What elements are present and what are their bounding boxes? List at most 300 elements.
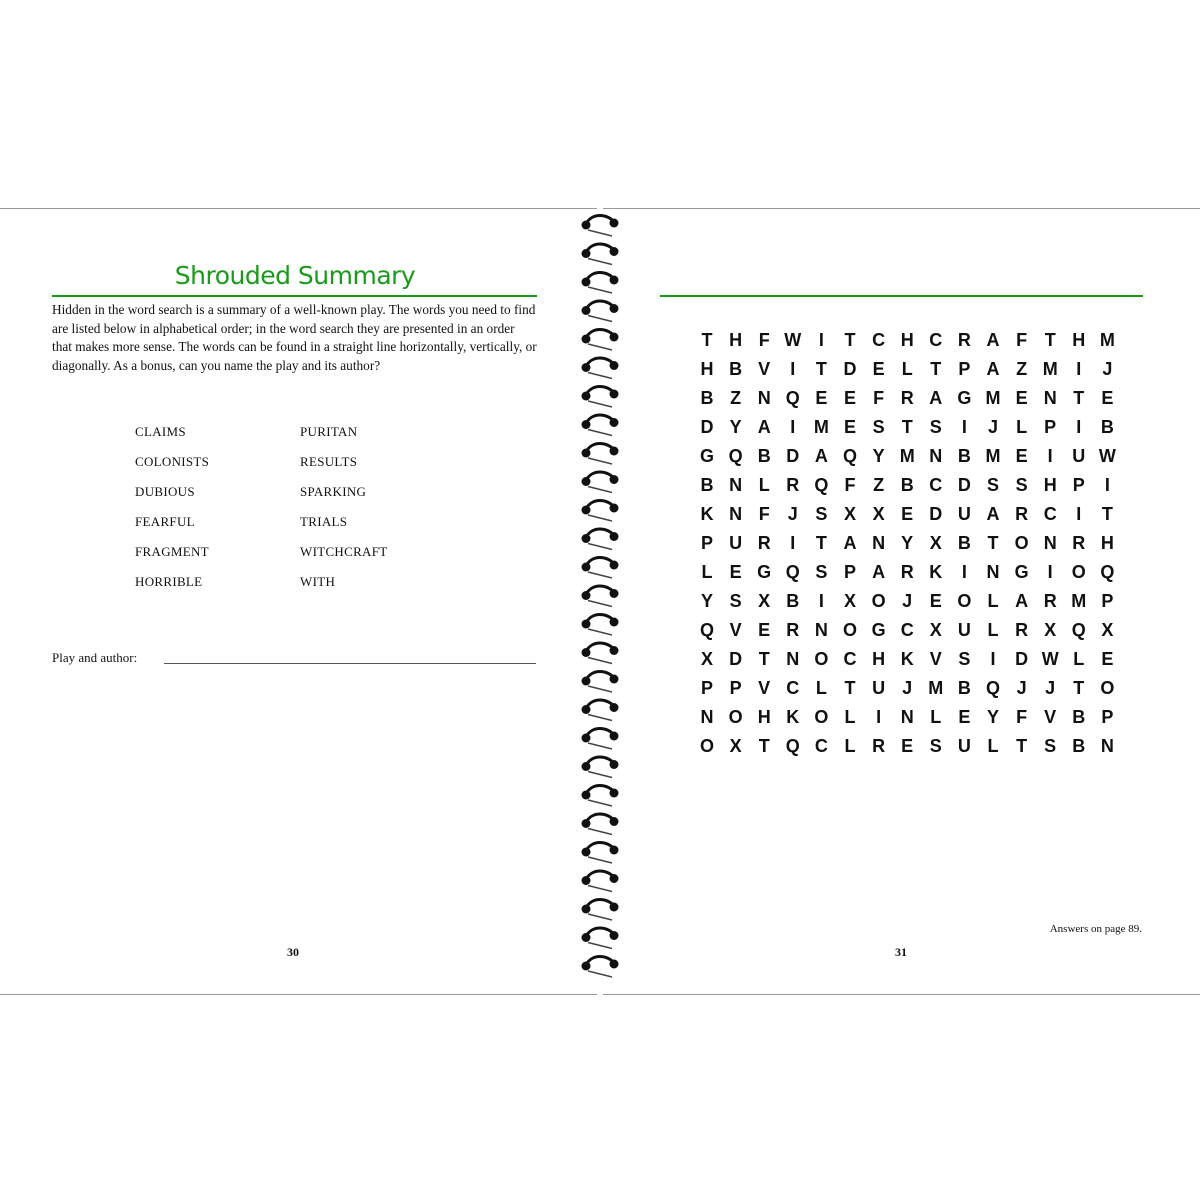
grid-letter[interactable]: A — [986, 330, 1000, 350]
word-list-item: PURITAN — [300, 424, 358, 439]
grid-letter[interactable]: B — [757, 446, 771, 466]
binding-hole — [582, 705, 591, 714]
binding-hole — [610, 276, 619, 285]
grid-letter[interactable]: Y — [901, 533, 914, 553]
grid-letter[interactable]: I — [1076, 417, 1082, 437]
spiral-coil-back — [588, 344, 612, 350]
binding-hole — [610, 646, 619, 655]
binding-hole — [582, 933, 591, 942]
grid-letter[interactable]: Q — [985, 678, 1000, 698]
grid-letter[interactable]: M — [985, 446, 1001, 466]
binding-hole — [610, 732, 619, 741]
spiral-coil-back — [588, 743, 612, 749]
grid-letter[interactable]: P — [1101, 591, 1114, 611]
grid-letter[interactable]: P — [1044, 417, 1057, 437]
grid-letter[interactable]: L — [901, 359, 913, 379]
grid-letter[interactable]: G — [957, 388, 972, 408]
grid-letter[interactable]: L — [930, 707, 942, 727]
spiral-coil-back — [588, 316, 612, 322]
header-rule — [660, 295, 1143, 297]
grid-letter[interactable]: F — [758, 504, 770, 524]
grid-letter[interactable]: L — [987, 736, 999, 756]
grid-letter[interactable]: I — [1076, 504, 1082, 524]
binding-hole — [582, 477, 591, 486]
page-number: 30 — [287, 945, 299, 959]
grid-letter[interactable]: H — [700, 359, 714, 379]
binding-hole — [610, 333, 619, 342]
grid-letter[interactable]: S — [1015, 475, 1028, 495]
grid-letter[interactable]: X — [929, 533, 942, 553]
grid-letter[interactable]: P — [1072, 475, 1085, 495]
binding-hole — [610, 219, 619, 228]
grid-letter[interactable]: W — [1041, 649, 1059, 669]
grid-letter[interactable]: S — [729, 591, 742, 611]
grid-letter[interactable]: B — [1072, 736, 1086, 756]
grid-letter[interactable]: M — [1099, 330, 1115, 350]
grid-letter[interactable]: T — [815, 533, 827, 553]
grid-letter[interactable]: L — [1016, 417, 1028, 437]
grid-letter[interactable]: Q — [785, 562, 800, 582]
page-number: 31 — [895, 945, 907, 959]
grid-letter[interactable]: N — [872, 533, 886, 553]
grid-letter[interactable]: N — [786, 649, 800, 669]
grid-letter[interactable]: E — [901, 504, 914, 524]
grid-letter[interactable]: J — [1016, 678, 1027, 698]
grid-letter[interactable]: N — [757, 388, 771, 408]
grid-letter[interactable]: E — [843, 388, 856, 408]
grid-letter[interactable]: U — [957, 736, 971, 756]
word-list-item: RESULTS — [300, 454, 358, 469]
grid-letter[interactable]: C — [786, 678, 800, 698]
grid-letter[interactable]: V — [1044, 707, 1057, 727]
grid-letter[interactable]: C — [929, 330, 943, 350]
grid-letter[interactable]: C — [843, 649, 857, 669]
play-author-answer-line[interactable] — [164, 663, 536, 664]
grid-letter[interactable]: W — [784, 330, 802, 350]
grid-letter[interactable]: U — [729, 533, 743, 553]
binding-hole — [610, 760, 619, 769]
grid-letter[interactable]: X — [843, 504, 856, 524]
grid-letter[interactable]: O — [814, 649, 829, 669]
grid-letter[interactable]: X — [1101, 620, 1114, 640]
grid-letter[interactable]: E — [1101, 388, 1114, 408]
grid-letter[interactable]: O — [728, 707, 743, 727]
instructions: Hidden in the word search is a summary of a well-known play. The words you need to find are listed below in alphabetical order; in the word search they are presented in an order that makes more sense. The words can be found in a straight line horizontally, vertically, or diagonally. As a bonus, can you name the play and its author? — [52, 302, 537, 373]
grid-letter[interactable]: M — [899, 446, 915, 466]
grid-letter[interactable]: G — [1014, 562, 1029, 582]
grid-letter[interactable]: P — [843, 562, 856, 582]
grid-letter[interactable]: K — [786, 707, 800, 727]
spiral-coil-back — [588, 715, 612, 721]
grid-letter[interactable]: R — [1043, 591, 1057, 611]
grid-letter[interactable]: J — [902, 591, 913, 611]
grid-letter[interactable]: Y — [986, 707, 999, 727]
grid-letter[interactable]: R — [786, 475, 800, 495]
grid-letter[interactable]: R — [900, 562, 914, 582]
title-rule — [52, 295, 537, 297]
grid-letter[interactable]: F — [844, 475, 856, 495]
grid-letter[interactable]: M — [985, 388, 1001, 408]
grid-letter[interactable]: I — [990, 649, 996, 669]
grid-letter[interactable]: T — [758, 649, 770, 669]
grid-letter[interactable]: A — [872, 562, 886, 582]
grid-letter[interactable]: I — [961, 417, 967, 437]
grid-letter[interactable]: V — [929, 649, 942, 669]
grid-letter[interactable]: Z — [873, 475, 885, 495]
grid-letter[interactable]: D — [729, 649, 743, 669]
binding-hole — [582, 363, 591, 372]
grid-letter[interactable]: B — [786, 591, 800, 611]
grid-letter[interactable]: P — [958, 359, 971, 379]
grid-letter[interactable]: R — [1072, 533, 1086, 553]
spiral-coil-back — [588, 373, 612, 379]
grid-letter[interactable]: A — [986, 504, 1000, 524]
binding-hole — [582, 819, 591, 828]
spiral-coil-back — [588, 857, 612, 863]
grid-letter[interactable]: Q — [1100, 562, 1115, 582]
grid-letter[interactable]: O — [699, 736, 714, 756]
grid-letter[interactable]: T — [844, 330, 856, 350]
grid-letter[interactable]: L — [1073, 649, 1085, 669]
grid-letter[interactable]: Q — [699, 620, 714, 640]
grid-letter[interactable]: X — [872, 504, 885, 524]
grid-letter[interactable]: S — [958, 649, 971, 669]
grid-letter[interactable]: C — [900, 620, 914, 640]
grid-letter[interactable]: M — [813, 417, 829, 437]
grid-letter[interactable]: R — [757, 533, 771, 553]
binding-hole — [610, 817, 619, 826]
grid-letter[interactable]: C — [929, 475, 943, 495]
grid-letter[interactable]: A — [986, 359, 1000, 379]
binding-hole — [610, 418, 619, 427]
grid-letter[interactable]: G — [871, 620, 886, 640]
grid-letter[interactable]: M — [928, 678, 944, 698]
grid-letter[interactable]: J — [1045, 678, 1056, 698]
grid-letter[interactable]: Z — [1016, 359, 1028, 379]
binding-hole — [582, 905, 591, 914]
grid-letter[interactable]: X — [700, 649, 713, 669]
grid-letter[interactable]: Q — [1071, 620, 1086, 640]
grid-letter[interactable]: B — [1072, 707, 1086, 727]
grid-letter[interactable]: Z — [730, 388, 742, 408]
grid-letter[interactable]: R — [957, 330, 971, 350]
grid-letter[interactable]: J — [1102, 359, 1113, 379]
grid-letter[interactable]: W — [1098, 446, 1116, 466]
binding-hole — [582, 591, 591, 600]
spiral-coil-back — [588, 658, 612, 664]
grid-letter[interactable]: J — [787, 504, 798, 524]
grid-letter[interactable]: B — [957, 533, 971, 553]
grid-letter[interactable]: S — [1044, 736, 1057, 756]
grid-letter[interactable]: D — [1015, 649, 1029, 669]
spiral-coil-back — [588, 772, 612, 778]
grid-letter[interactable]: E — [729, 562, 742, 582]
grid-letter[interactable]: S — [815, 562, 828, 582]
binding-hole — [610, 703, 619, 712]
grid-letter[interactable]: O — [957, 591, 972, 611]
grid-letter[interactable]: H — [872, 649, 886, 669]
grid-letter[interactable]: I — [790, 359, 796, 379]
grid-letter[interactable]: Y — [729, 417, 742, 437]
binding-hole — [582, 677, 591, 686]
grid-letter[interactable]: E — [901, 736, 914, 756]
grid-letter[interactable]: O — [842, 620, 857, 640]
binding-hole — [582, 221, 591, 230]
grid-letter[interactable]: C — [872, 330, 886, 350]
grid-letter[interactable]: F — [1016, 330, 1028, 350]
play-author-label: Play and author: — [52, 650, 138, 665]
word-list-item: TRIALS — [300, 514, 348, 529]
grid-letter[interactable]: H — [1043, 475, 1057, 495]
spiral-coil-back — [588, 259, 612, 265]
grid-letter[interactable]: U — [957, 504, 971, 524]
grid-letter[interactable]: G — [757, 562, 772, 582]
grid-letter[interactable]: N — [814, 620, 828, 640]
grid-letter[interactable]: T — [844, 678, 856, 698]
grid-letter[interactable]: N — [986, 562, 1000, 582]
grid-letter[interactable]: L — [844, 736, 856, 756]
grid-letter[interactable]: L — [758, 475, 770, 495]
grid-letter[interactable]: V — [758, 359, 771, 379]
grid-letter[interactable]: B — [900, 475, 914, 495]
grid-letter[interactable]: E — [1015, 446, 1028, 466]
grid-letter[interactable]: P — [700, 678, 713, 698]
grid-letter[interactable]: K — [700, 504, 714, 524]
grid-letter[interactable]: O — [1071, 562, 1086, 582]
grid-letter[interactable]: E — [843, 417, 856, 437]
binding-hole — [610, 304, 619, 313]
grid-letter[interactable]: H — [900, 330, 914, 350]
grid-letter[interactable]: I — [1047, 562, 1053, 582]
grid-letter[interactable]: T — [930, 359, 942, 379]
grid-letter[interactable]: N — [729, 504, 743, 524]
grid-letter[interactable]: E — [1101, 649, 1114, 669]
grid-letter[interactable]: X — [729, 736, 742, 756]
grid-letter[interactable]: X — [843, 591, 856, 611]
grid-letter[interactable]: T — [1101, 504, 1113, 524]
grid-letter[interactable]: N — [700, 707, 714, 727]
binding-hole — [582, 506, 591, 515]
grid-letter[interactable]: L — [815, 678, 827, 698]
binding-hole — [582, 762, 591, 771]
grid-letter[interactable]: I — [1047, 446, 1053, 466]
binding-hole — [610, 532, 619, 541]
grid-letter[interactable]: A — [929, 388, 943, 408]
binding-hole — [582, 876, 591, 885]
grid-letter[interactable]: S — [815, 504, 828, 524]
grid-letter[interactable]: N — [1043, 388, 1057, 408]
grid-letter[interactable]: I — [961, 562, 967, 582]
binding-hole — [610, 675, 619, 684]
grid-letter[interactable]: B — [957, 678, 971, 698]
grid-letter[interactable]: X — [1044, 620, 1057, 640]
grid-letter[interactable]: N — [900, 707, 914, 727]
grid-letter[interactable]: T — [1073, 388, 1085, 408]
word-list-item: HORRIBLE — [135, 574, 203, 589]
grid-letter[interactable]: S — [929, 417, 942, 437]
grid-letter[interactable]: Q — [728, 446, 743, 466]
grid-letter[interactable]: E — [1015, 388, 1028, 408]
grid-letter[interactable]: H — [1072, 330, 1086, 350]
grid-letter[interactable]: P — [700, 533, 713, 553]
grid-letter[interactable]: S — [872, 417, 885, 437]
spiral-coil-back — [588, 943, 612, 949]
binding-hole — [610, 589, 619, 598]
grid-letter[interactable]: L — [701, 562, 713, 582]
spiral-coil-back — [588, 487, 612, 493]
grid-letter[interactable]: N — [929, 446, 943, 466]
grid-letter[interactable]: C — [1043, 504, 1057, 524]
binding-hole — [582, 306, 591, 315]
grid-letter[interactable]: Q — [785, 388, 800, 408]
grid-letter[interactable]: U — [1072, 446, 1086, 466]
grid-letter[interactable]: E — [929, 591, 942, 611]
binding-hole — [582, 791, 591, 800]
grid-letter[interactable]: H — [1100, 533, 1114, 553]
grid-letter[interactable]: T — [758, 736, 770, 756]
grid-letter[interactable]: M — [1042, 359, 1058, 379]
grid-letter[interactable]: H — [729, 330, 743, 350]
grid-letter[interactable]: B — [700, 475, 714, 495]
binding-hole — [610, 618, 619, 627]
spiral-coil-back — [588, 572, 612, 578]
spiral-coil-back — [588, 601, 612, 607]
grid-letter[interactable]: B — [957, 446, 971, 466]
grid-letter[interactable]: B — [729, 359, 743, 379]
word-list-item: DUBIOUS — [135, 484, 195, 499]
binding-hole — [582, 420, 591, 429]
grid-letter[interactable]: J — [902, 678, 913, 698]
grid-letter[interactable]: R — [1015, 504, 1029, 524]
grid-letter[interactable]: F — [1016, 707, 1028, 727]
binding-hole — [610, 903, 619, 912]
grid-letter[interactable]: X — [929, 620, 942, 640]
spiral-coil-back — [588, 515, 612, 521]
grid-letter[interactable]: K — [900, 649, 914, 669]
grid-letter[interactable]: R — [900, 388, 914, 408]
binding-hole — [582, 563, 591, 572]
grid-letter[interactable]: A — [843, 533, 857, 553]
grid-letter[interactable]: J — [987, 417, 998, 437]
grid-letter[interactable]: V — [729, 620, 742, 640]
grid-letter[interactable]: M — [1071, 591, 1087, 611]
binding-hole — [610, 931, 619, 940]
grid-letter[interactable]: D — [929, 504, 943, 524]
spiral-coil-back — [588, 458, 612, 464]
grid-letter[interactable]: N — [1043, 533, 1057, 553]
grid-letter[interactable]: D — [786, 446, 800, 466]
grid-letter[interactable]: N — [1100, 736, 1114, 756]
grid-letter[interactable]: D — [700, 417, 714, 437]
grid-letter[interactable]: P — [1101, 707, 1114, 727]
grid-letter[interactable]: K — [929, 562, 943, 582]
grid-letter[interactable]: S — [929, 736, 942, 756]
binding-hole — [610, 504, 619, 513]
grid-letter[interactable]: I — [876, 707, 882, 727]
grid-letter[interactable]: Y — [700, 591, 713, 611]
binding-hole — [610, 561, 619, 570]
grid-letter[interactable]: D — [843, 359, 857, 379]
grid-letter[interactable]: T — [1044, 330, 1056, 350]
binding-hole — [610, 475, 619, 484]
grid-letter[interactable]: I — [790, 533, 796, 553]
grid-letter[interactable]: S — [986, 475, 999, 495]
grid-letter[interactable]: L — [844, 707, 856, 727]
grid-letter[interactable]: Q — [814, 475, 829, 495]
binding-hole — [582, 734, 591, 743]
word-list-item: SPARKING — [300, 484, 367, 499]
grid-letter[interactable]: I — [1104, 475, 1110, 495]
binding-hole — [610, 390, 619, 399]
grid-letter[interactable]: I — [818, 330, 824, 350]
grid-letter[interactable]: A — [757, 417, 771, 437]
grid-letter[interactable]: N — [729, 475, 743, 495]
grid-letter[interactable]: E — [815, 388, 828, 408]
grid-letter[interactable]: V — [758, 678, 771, 698]
grid-letter[interactable]: T — [1073, 678, 1085, 698]
grid-letter[interactable]: E — [758, 620, 771, 640]
grid-letter[interactable]: I — [790, 417, 796, 437]
grid-letter[interactable]: I — [818, 591, 824, 611]
right-page — [603, 208, 1200, 995]
grid-letter[interactable]: O — [1100, 678, 1115, 698]
grid-letter[interactable]: B — [700, 388, 714, 408]
grid-letter[interactable]: Q — [842, 446, 857, 466]
grid-letter[interactable]: A — [1015, 591, 1029, 611]
word-list-item: CLAIMS — [135, 424, 186, 439]
grid-letter[interactable]: P — [729, 678, 742, 698]
binding-hole — [582, 848, 591, 857]
grid-letter[interactable]: B — [1100, 417, 1114, 437]
grid-letter[interactable]: T — [1016, 736, 1028, 756]
grid-letter[interactable]: R — [786, 620, 800, 640]
grid-letter[interactable]: F — [758, 330, 770, 350]
grid-letter[interactable]: U — [872, 678, 886, 698]
grid-letter[interactable]: L — [987, 620, 999, 640]
grid-letter[interactable]: T — [901, 417, 913, 437]
grid-letter[interactable]: E — [872, 359, 885, 379]
grid-letter[interactable]: O — [1014, 533, 1029, 553]
grid-letter[interactable]: L — [987, 591, 999, 611]
grid-letter[interactable]: G — [699, 446, 714, 466]
grid-letter[interactable]: E — [958, 707, 971, 727]
grid-letter[interactable]: T — [987, 533, 999, 553]
grid-letter[interactable]: T — [815, 359, 827, 379]
grid-letter[interactable]: A — [814, 446, 828, 466]
grid-letter[interactable]: Y — [872, 446, 885, 466]
grid-letter[interactable]: U — [957, 620, 971, 640]
grid-letter[interactable]: R — [872, 736, 886, 756]
grid-letter[interactable]: O — [871, 591, 886, 611]
grid-letter[interactable]: C — [814, 736, 828, 756]
grid-letter[interactable]: F — [873, 388, 885, 408]
grid-letter[interactable]: O — [814, 707, 829, 727]
grid-letter[interactable]: R — [1015, 620, 1029, 640]
grid-letter[interactable]: I — [1076, 359, 1082, 379]
spiral-coil-back — [588, 914, 612, 920]
page-title: Shrouded Summary — [174, 261, 416, 290]
grid-letter[interactable]: H — [757, 707, 771, 727]
spiral-coil-back — [588, 886, 612, 892]
grid-letter[interactable]: D — [957, 475, 971, 495]
binding-hole — [610, 874, 619, 883]
grid-letter[interactable]: T — [701, 330, 713, 350]
grid-letter[interactable]: Q — [785, 736, 800, 756]
spiral-coil-back — [588, 629, 612, 635]
grid-letter[interactable]: X — [758, 591, 771, 611]
spiral-coil-back — [588, 430, 612, 436]
binding-hole — [582, 335, 591, 344]
